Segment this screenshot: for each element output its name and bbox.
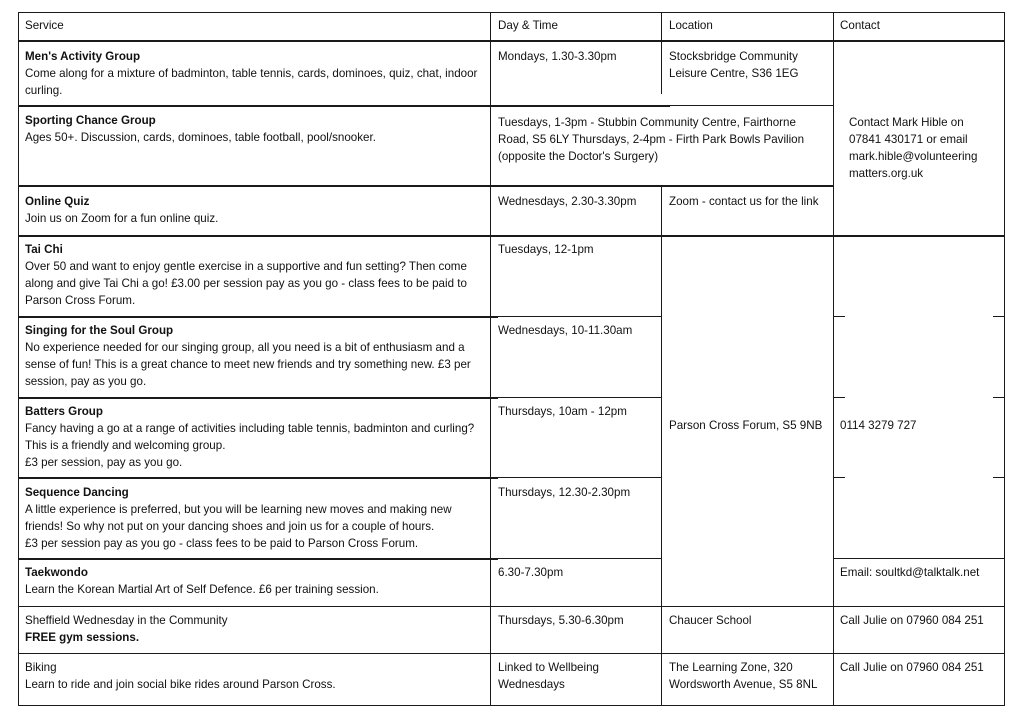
table-row: [25, 241, 485, 309]
day-time: Mondays, 1.30-3.30pm: [498, 50, 617, 63]
col-divider-3a: [833, 12, 834, 186]
col-divider-3b: [833, 186, 834, 706]
table-row: [25, 112, 485, 146]
row-sep: [18, 185, 833, 187]
service-desc: Learn to ride and join social bike rides around Parson Cross.: [25, 678, 336, 691]
service-title: Taekwondo: [25, 566, 88, 579]
header-contact: Contact: [840, 19, 880, 32]
service-title: Sequence Dancing: [25, 486, 129, 499]
table-row: [25, 612, 485, 646]
row-sep: [18, 477, 498, 479]
row-sep: [490, 477, 662, 478]
contact-mark-hible: Contact Mark Hible on 07841 430171 or email mark.hible@volunteering matters.org.uk: [849, 116, 978, 180]
service-title: Singing for the Soul Group: [25, 324, 174, 337]
location: Stocksbridge Community Leisure Centre, S36 1EG: [669, 50, 799, 80]
location: The Learning Zone, 320 Wordsworth Avenue, S5 8NL: [669, 661, 818, 691]
location-parson-cross: Parson Cross Forum, S5 9NB: [669, 419, 823, 432]
header-day-time: Day & Time: [498, 19, 558, 32]
table-row: [25, 403, 485, 471]
contact: Call Julie on 07960 084 251: [840, 661, 984, 674]
day-time: Thursdays, 12.30-2.30pm: [498, 486, 631, 499]
header-underline: [18, 40, 1005, 42]
table-border-top: [18, 12, 1005, 13]
tick: [833, 397, 845, 398]
day-time: Tuesdays, 1-3pm - Stubbin Community Centre, Fairthorne Road, S5 6LY Thursdays, 2-4pm - Firth Park Bowls Pavilion (opposite the Doctor's Surgery): [498, 116, 805, 163]
day-time: Tuesdays, 12-1pm: [498, 243, 594, 256]
row-sep: [18, 235, 1005, 237]
table-row: [25, 48, 485, 99]
row-sep: [490, 558, 662, 559]
service-desc: Come along for a mixture of badminton, table tennis, cards, dominoes, quiz, chat, indoor curling.: [25, 67, 478, 97]
row-sep: [661, 105, 833, 106]
row-sep: [18, 558, 498, 560]
service-desc: FREE gym sessions.: [25, 631, 140, 644]
col-divider-2b: [661, 186, 662, 706]
services-table: [18, 12, 1005, 706]
row-sep: [18, 397, 498, 399]
day-time: 6.30-7.30pm: [498, 566, 564, 579]
location: Chaucer School: [669, 614, 752, 627]
header-location: Location: [669, 19, 713, 32]
service-title: Men's Activity Group: [25, 50, 141, 63]
service-desc: Over 50 and want to enjoy gentle exercise in a supportive and fun setting? Then come along and give Tai Chi a go! £3.00 per session pay as you go - class fees to be paid to Parson Cross Forum.: [25, 260, 467, 307]
contact: Call Julie on 07960 084 251: [840, 614, 984, 627]
service-title: Biking: [25, 661, 57, 674]
col-divider-1: [490, 12, 491, 706]
row-sep: [18, 105, 670, 107]
row-sep: [18, 653, 1005, 654]
table-border-right: [1004, 12, 1005, 706]
col-divider-2a: [661, 12, 662, 94]
row-sep: [18, 316, 498, 318]
table-row: [25, 659, 485, 693]
contact: Email: soultkd@talktalk.net: [840, 566, 980, 579]
tick: [833, 477, 845, 478]
row-sep: [18, 606, 1005, 607]
service-title: Sheffield Wednesday in the Community: [25, 614, 228, 627]
service-desc: Ages 50+. Discussion, cards, dominoes, table football, pool/snooker.: [25, 131, 376, 144]
contact-parson-cross: 0114 3279 727: [840, 419, 917, 432]
tick: [833, 316, 845, 317]
row-sep: [490, 316, 662, 317]
day-time: Linked to Wellbeing Wednesdays: [498, 661, 599, 691]
table-row: [25, 484, 487, 552]
service-desc: No experience needed for our singing group, all you need is a bit of enthusiasm and a sense of fun! This is a great chance to meet new friends and try something new. £3 per session, pay as you go.: [25, 341, 471, 388]
service-desc: A little experience is preferred, but you will be learning new moves and making new friends! So why not put on your dancing shoes and join us for a couple of hours. £3 per session pay as you go - class fees to be paid to Parson Cross Forum.: [25, 503, 452, 550]
day-time: Thursdays, 10am - 12pm: [498, 405, 627, 418]
tick: [993, 316, 1005, 317]
service-desc: Fancy having a go at a range of activities including table tennis, badminton and curling? This is a friendly and welcoming group. £3 per session, pay as you go.: [25, 422, 475, 469]
table-row: [25, 564, 485, 598]
service-title: Online Quiz: [25, 195, 90, 208]
tick: [993, 397, 1005, 398]
table-border-bottom: [18, 705, 1005, 706]
service-title: Tai Chi: [25, 243, 63, 256]
table-row: [25, 193, 485, 227]
table-border-left: [18, 12, 19, 706]
header-service: Service: [25, 19, 64, 32]
day-time: Wednesdays, 2.30-3.30pm: [498, 195, 637, 208]
location: Zoom - contact us for the link: [669, 195, 819, 208]
service-desc: Learn the Korean Martial Art of Self Defence. £6 per training session.: [25, 583, 379, 596]
service-title: Sporting Chance Group: [25, 114, 156, 127]
service-title: Batters Group: [25, 405, 103, 418]
row-sep: [833, 558, 1005, 559]
day-time: Wednesdays, 10-11.30am: [498, 324, 633, 337]
row-sep: [490, 397, 662, 398]
day-time: Thursdays, 5.30-6.30pm: [498, 614, 624, 627]
tick: [993, 477, 1005, 478]
service-desc: Join us on Zoom for a fun online quiz.: [25, 212, 219, 225]
table-row: [25, 322, 487, 390]
